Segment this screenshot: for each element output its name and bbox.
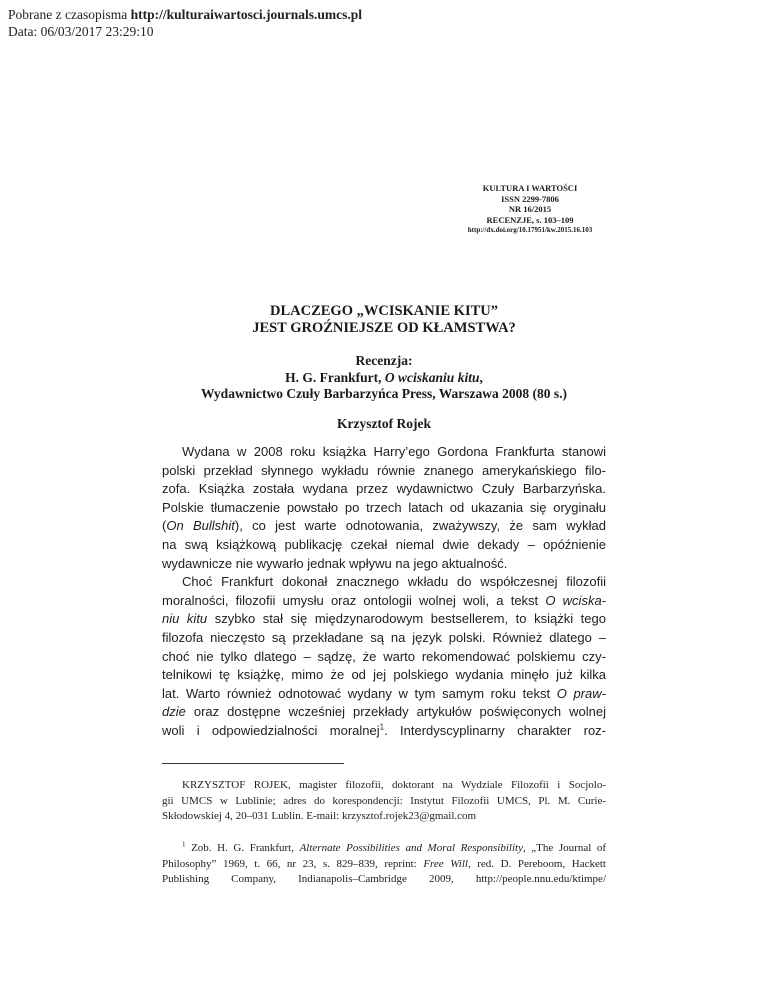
note-line: Publishing Company, Indianapolis–Cambridge 2009, http://people.nnu.edu/ktimpe/ bbox=[162, 873, 606, 885]
text-run: Zob. H. G. Frankfurt, bbox=[185, 842, 300, 854]
review-book-title: O wciskaniu kitu bbox=[384, 369, 480, 385]
body-line bbox=[162, 722, 606, 741]
footnote-number: 1 bbox=[182, 840, 186, 849]
author-note bbox=[162, 778, 606, 825]
body-line bbox=[162, 685, 606, 704]
download-stamp bbox=[8, 6, 362, 40]
text-run: woli i odpowiedzialności moralnej bbox=[162, 722, 380, 738]
footnote-ref[interactable]: 1 bbox=[379, 722, 385, 732]
body-line: Wydana w 2008 roku książka Harry’ego Gordona Frankfurta stanowi bbox=[182, 444, 606, 459]
note-line bbox=[162, 857, 606, 873]
italic-title: O praw- bbox=[556, 685, 606, 701]
article-title bbox=[150, 303, 618, 337]
body-line bbox=[162, 610, 606, 629]
review-publisher-line: Wydawnictwo Czuły Barbarzyńca Press, Warszawa 2008 (80 s.) bbox=[200, 386, 568, 401]
title-line-1: DLACZEGO „WCISKANIE KITU” bbox=[269, 303, 498, 319]
text-run: lat. Warto również odnotować wydany w tym samym roku tekst bbox=[162, 685, 557, 701]
journal-header bbox=[400, 183, 660, 236]
body-line: zofa. Książka została wydana przez wydawnictwo Czuły Barbarzyńska. bbox=[162, 481, 606, 497]
italic-title: dzie bbox=[162, 704, 186, 720]
review-heading bbox=[120, 353, 648, 403]
italic-title: Alternate Possibilities and Moral Responsibility bbox=[299, 842, 523, 854]
download-date: Data: 06/03/2017 23:29:10 bbox=[8, 24, 154, 39]
review-book-author: H. G. Frankfurt, bbox=[285, 369, 385, 385]
body-line: Polskie tłumaczenie powstało po trzech latach od ukazania się oryginału bbox=[162, 499, 606, 515]
note-line: Skłodowskiej 4, 20–031 Lublin. E-mail: krzysztof.rojek23@gmail.com bbox=[162, 810, 477, 822]
journal-issn: ISSN 2299-7806 bbox=[501, 193, 559, 204]
text-run: . Interdyscyplinarny charakter roz- bbox=[384, 722, 607, 738]
body-line bbox=[162, 592, 606, 611]
body-line: Choć Frankfurt dokonał znacznego wkładu do współczesnej filozofii bbox=[182, 574, 606, 590]
article-author: Krzysztof Rojek bbox=[336, 416, 432, 431]
text-run: ( bbox=[162, 518, 167, 534]
body-line: wydawnicze nie wywarło jednak wpływu na jego aktualność. bbox=[162, 555, 508, 571]
text-run: oraz dostępne wcześniej przekłady artykułów poświęconych wolnej bbox=[185, 704, 606, 720]
review-book-line bbox=[120, 370, 648, 387]
text-run: , red. D. Pereboom, Hackett bbox=[467, 857, 606, 870]
text-run: Philosophy” 1969, t. 66, nr 23, s. 829–839, reprint: bbox=[162, 857, 424, 870]
title-line-2: JEST GROŹNIEJSZE OD KŁAMSTWA? bbox=[252, 320, 516, 336]
italic-title: niu kitu bbox=[162, 611, 208, 627]
body-line bbox=[162, 517, 606, 536]
italic-title: O wciska- bbox=[545, 592, 606, 608]
body-line: choć nie tylko dlatego – sądzę, że warto rekomendować polskiemu czy- bbox=[162, 648, 606, 664]
source-line bbox=[8, 6, 362, 23]
source-prefix: Pobrane z czasopisma bbox=[8, 7, 131, 22]
body-line: filozofa nieczęsto są przekładane są na język polski. Również dlatego – bbox=[162, 629, 606, 645]
body-line: na swą książkową publikację czekał niemal dwie dekady – opóźnienie bbox=[162, 536, 606, 552]
italic-title: Free Will bbox=[423, 857, 468, 870]
journal-name: KULTURA I WARTOŚCI bbox=[482, 183, 578, 193]
text-run: ), co jest warte odnotowania, zważywszy, że sam wykład bbox=[234, 518, 606, 534]
body-line: telnikowi tę książkę, mimo że od jej polskiego wydania minęło już kilka bbox=[162, 667, 606, 683]
article-body bbox=[162, 443, 606, 741]
review-book-comma: , bbox=[479, 369, 483, 385]
text-run: moralności, filozofii umysłu oraz ontologii wolnej woli, a tekst bbox=[162, 592, 546, 608]
note-line: gii UMCS w Lublinie; adres do korespondencji: Instytut Filozofii UMCS, Pl. M. Curie- bbox=[162, 794, 606, 807]
body-line: polski przekład słynnego wykładu równie znanego amerykańskiego filo- bbox=[162, 462, 606, 478]
journal-section: RECENZJE, s. 103–109 bbox=[486, 214, 574, 225]
doi-link[interactable]: http://dx.doi.org/10.17951/kw.2015.16.103 bbox=[467, 226, 593, 234]
body-line bbox=[162, 703, 606, 722]
footnote-separator bbox=[162, 763, 344, 764]
text-run: szybko stał się międzynarodowym bestsellerem, to książki tego bbox=[207, 611, 606, 627]
text-run: , „The Journal of bbox=[522, 842, 607, 854]
footnote-1 bbox=[162, 841, 606, 888]
source-link[interactable]: http://kulturaiwartosci.journals.umcs.pl bbox=[130, 7, 362, 22]
italic-title: On Bullshit bbox=[166, 518, 235, 534]
note-line: KRZYSZTOF ROJEK, magister filozofii, doktorant na Wydziale Filozofii i Socjolo- bbox=[182, 779, 606, 791]
note-line bbox=[162, 841, 606, 857]
journal-number: NR 16/2015 bbox=[508, 204, 552, 214]
review-label: Recenzja: bbox=[355, 353, 413, 368]
